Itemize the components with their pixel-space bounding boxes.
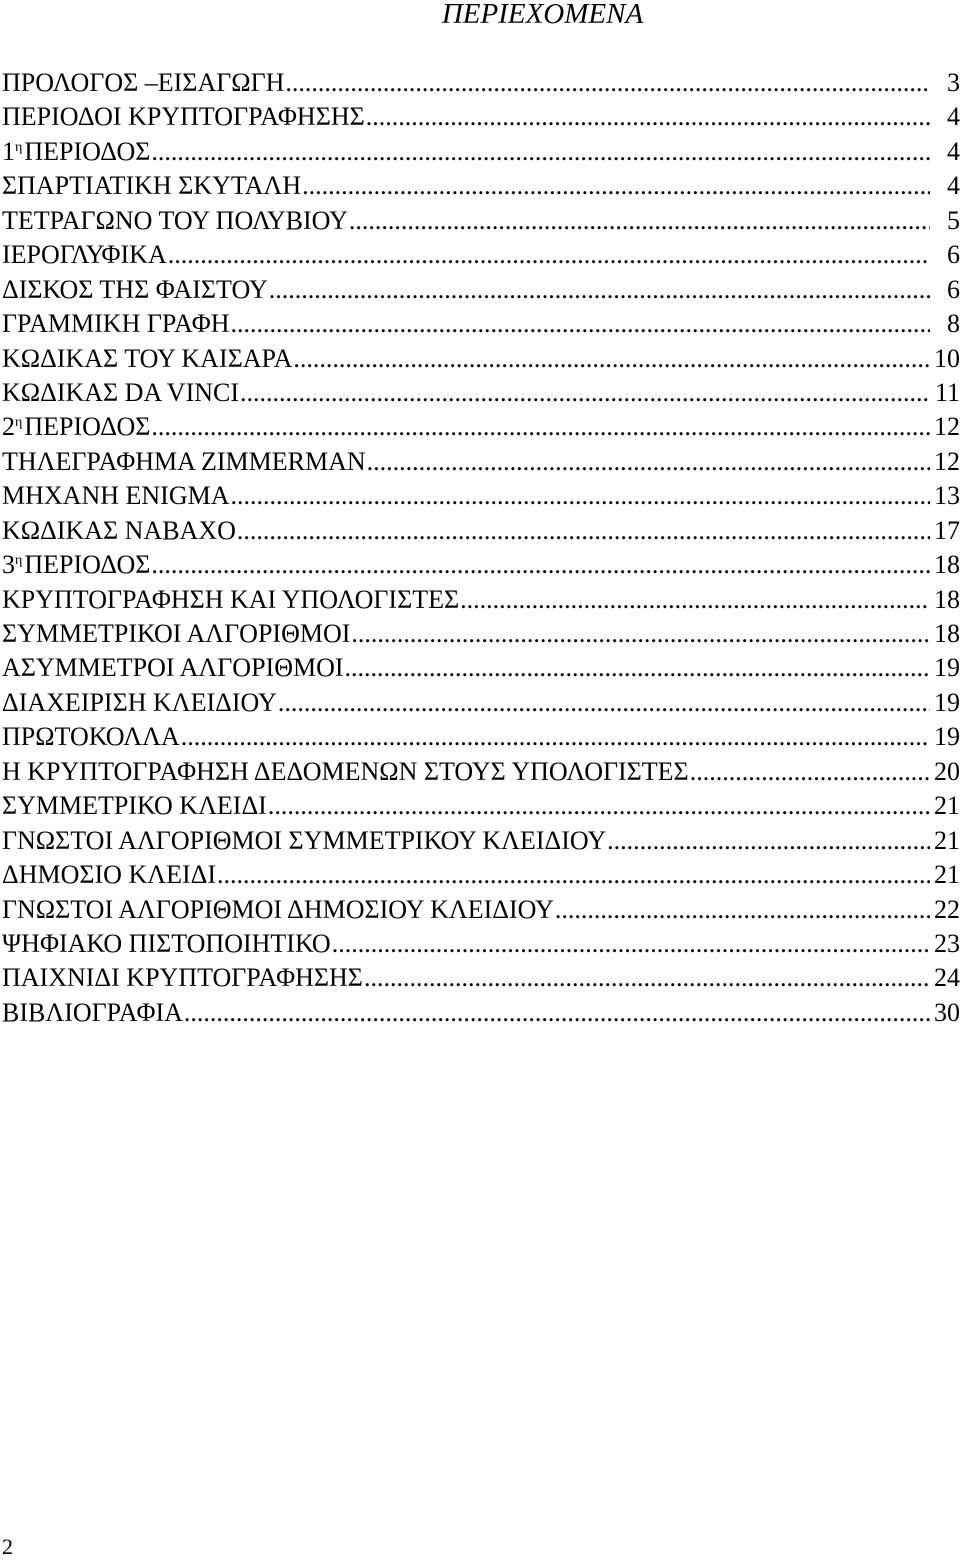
toc-dot-leader — [231, 479, 931, 513]
toc-entry-label — [2, 66, 284, 100]
toc-entry-page-number: 18 — [934, 619, 960, 648]
toc-entry-page-number: 17 — [934, 515, 960, 545]
toc-entry-label — [2, 755, 689, 789]
toc-entry-page-number: 13 — [934, 481, 960, 511]
toc-entry-text: ΣΠΑΡΤΙΑΤΙΚΗ ΣΚΥΤΑΛΗ — [2, 171, 302, 201]
toc-entry-page-number: 23 — [934, 928, 960, 958]
toc-entry-text: ΠΕΡΙΟΔΟΣ — [24, 412, 151, 442]
toc-dot-leader — [366, 100, 930, 134]
toc-entry-text: ΙΕΡΟΓΛΥΦΙΚΑ — [2, 240, 167, 270]
toc-entry[interactable] — [2, 410, 960, 444]
toc-dot-leader — [230, 307, 930, 341]
toc-entry[interactable] — [2, 376, 960, 410]
toc-entry-page-number: 3 — [947, 68, 960, 97]
toc-entry-text: ΨΗΦΙΑΚΟ ΠΙΣΤΟΠΟΙΗΤΙΚΟ — [2, 928, 331, 958]
toc-dot-leader — [332, 927, 930, 961]
toc-dot-leader — [345, 651, 930, 685]
toc-dot-leader — [460, 583, 930, 617]
toc-entry-label — [2, 927, 331, 961]
toc-entry-page-number: 20 — [934, 756, 960, 786]
toc-entry-label — [2, 514, 236, 548]
toc-dot-leader — [151, 135, 930, 169]
toc-entry[interactable] — [2, 342, 960, 376]
toc-entry-text: ΔΗΜΟΣΙΟ ΚΛΕΙΔΙ — [2, 860, 217, 890]
toc-entry-text: ΤΕΤΡΑΓΩΝΟ ΤΟΥ ΠΟΛΥΒΙΟΥ — [2, 205, 348, 235]
toc-dot-leader — [285, 66, 930, 100]
toc-dot-leader — [351, 617, 930, 651]
toc-dot-leader — [240, 376, 930, 410]
toc-entry-label — [2, 583, 459, 617]
toc-entry[interactable] — [2, 927, 960, 961]
toc-dot-leader — [278, 686, 930, 720]
toc-entry-text: ΤΗΛΕΓΡΑΦΗΜΑ ZIMMERMAN — [2, 446, 366, 476]
toc-entry[interactable] — [2, 583, 960, 617]
toc-entry-page-number: 19 — [934, 653, 960, 683]
toc-entry-label — [2, 789, 267, 823]
toc-entry-label — [2, 135, 150, 169]
toc-dot-leader — [555, 893, 930, 927]
toc-entry[interactable] — [2, 651, 960, 685]
toc-dot-leader — [607, 824, 930, 858]
toc-dot-leader — [349, 204, 930, 238]
toc-entry-label — [2, 410, 150, 444]
toc-dot-leader — [364, 961, 930, 995]
toc-entry-text: ΠΕΡΙΟΔΟΙ ΚΡΥΠΤΟΓΡΑΦΗΣΗΣ — [2, 102, 365, 132]
toc-entry[interactable] — [2, 858, 960, 892]
toc-entry-label — [2, 479, 230, 513]
toc-dot-leader — [217, 858, 930, 892]
toc-entry-text: ΓΡΑΜΜΙΚΗ ΓΡΑΦΗ — [2, 309, 230, 339]
toc-dot-leader — [151, 410, 930, 444]
toc-entry-label — [2, 169, 301, 203]
toc-entry-page-number: 21 — [934, 791, 960, 821]
toc-entry-text: ΜΗΧΑΝΗ ENIGMA — [2, 481, 230, 511]
toc-entry-label — [2, 617, 350, 651]
toc-entry[interactable] — [2, 135, 960, 169]
toc-entry-ordinal-suffix: η — [15, 415, 23, 431]
toc-entry-text: ΚΩΔΙΚΑΣ DA VINCI — [2, 377, 240, 407]
toc-entry-text: ΓΝΩΣΤΟΙ ΑΛΓΟΡΙΘΜΟΙ ΣΥΜΜΕΤΡΙΚΟΥ ΚΛΕΙΔΙΟΥ — [2, 825, 607, 855]
page-number: 2 — [2, 1534, 13, 1559]
toc-entry-page-number: 21 — [934, 825, 960, 855]
toc-entry-label — [2, 720, 180, 754]
toc-entry-ordinal-number: 3 — [2, 550, 15, 580]
page-title: ΠΕΡΙΕΧΟΜΕΝΑ — [441, 0, 644, 30]
toc-entry[interactable] — [2, 514, 960, 548]
toc-entry-text: ΔΙΣΚΟΣ ΤΗΣ ΦΑΙΣΤΟΥ — [2, 274, 268, 304]
toc-entry-label — [2, 376, 239, 410]
toc-dot-leader — [293, 342, 930, 376]
toc-dot-leader — [268, 789, 930, 823]
toc-entry-label — [2, 342, 292, 376]
toc-entry-page-number: 6 — [947, 274, 960, 304]
toc-entry-text: ΓΝΩΣΤΟΙ ΑΛΓΟΡΙΘΜΟΙ ΔΗΜΟΣΙΟΥ ΚΛΕΙΔΙΟΥ — [2, 894, 554, 924]
toc-entry[interactable] — [2, 824, 960, 858]
toc-entry-page-number: 8 — [947, 309, 960, 339]
toc-entry-text: ΠΡΟΛΟΓΟΣ –ΕΙΣΑΓΩΓΗ — [2, 68, 285, 97]
toc-entry[interactable] — [2, 617, 960, 651]
toc-entry-label — [2, 100, 365, 134]
toc-entry[interactable] — [2, 66, 960, 100]
toc-entry-page-number: 4 — [947, 171, 960, 201]
toc-entry-page-number: 19 — [934, 722, 960, 752]
toc-entry-label — [2, 307, 229, 341]
toc-entry-page-number: 6 — [947, 240, 960, 270]
toc-entry[interactable] — [2, 961, 960, 995]
toc-entry[interactable] — [2, 204, 960, 238]
toc-entry-ordinal-suffix: η — [15, 553, 23, 569]
toc-entry-page-number: 4 — [947, 102, 960, 132]
toc-entry-page-number: 18 — [934, 584, 960, 614]
toc-dot-leader — [151, 548, 930, 582]
toc-entry[interactable] — [2, 755, 960, 789]
toc-entry-label — [2, 686, 277, 720]
toc-entry-text: ΚΩΔΙΚΑΣ ΝΑΒΑΧΟ — [2, 515, 236, 545]
toc-entry[interactable] — [2, 548, 960, 582]
toc-dot-leader — [367, 445, 930, 479]
toc-entry-page-number: 19 — [934, 687, 960, 717]
toc-entry-label — [2, 445, 366, 479]
toc-dot-leader — [181, 720, 930, 754]
toc-entry-page-number: 30 — [934, 997, 960, 1027]
toc-entry-label — [2, 824, 606, 858]
toc-dot-leader — [690, 755, 930, 789]
toc-entry-label — [2, 858, 216, 892]
toc-entry-text: ΣΥΜΜΕΤΡΙΚΟΙ ΑΛΓΟΡΙΘΜΟΙ — [2, 619, 351, 648]
toc-entry-text: ΠΡΩΤΟΚΟΛΛΑ — [2, 722, 180, 752]
toc-entry-text: ΣΥΜΜΕΤΡΙΚΟ ΚΛΕΙΔΙ — [2, 791, 267, 821]
toc-entry[interactable] — [2, 100, 960, 134]
toc-entry-page-number: 21 — [934, 860, 960, 890]
toc-entry-text: ΑΣΥΜΜΕΤΡΟΙ ΑΛΓΟΡΙΘΜΟΙ — [2, 653, 344, 683]
toc-entry[interactable] — [2, 445, 960, 479]
toc-entry-label — [2, 548, 150, 582]
toc-entry-page-number: 12 — [934, 412, 960, 442]
toc-entry-label — [2, 651, 344, 685]
toc-entry-label — [2, 204, 348, 238]
toc-entry[interactable] — [2, 686, 960, 720]
toc-entry-page-number: 24 — [934, 963, 960, 993]
toc-entry-page-number: 12 — [934, 446, 960, 476]
toc-entry-page-number: 4 — [947, 136, 960, 166]
toc-entry[interactable] — [2, 479, 960, 513]
toc-entry-text: ΠΕΡΙΟΔΟΣ — [24, 550, 151, 580]
toc-entry-text: ΔΙΑΧΕΙΡΙΣΗ ΚΛΕΙΔΙΟΥ — [2, 687, 277, 717]
toc-entry[interactable] — [2, 720, 960, 754]
toc-dot-leader — [269, 273, 930, 307]
toc-entry[interactable] — [2, 238, 960, 272]
toc-entry-label — [2, 961, 363, 995]
toc-entry-text: ΒΙΒΛΙΟΓΡΑΦΙΑ — [2, 997, 183, 1027]
toc-entry-page-number: 5 — [947, 205, 960, 235]
toc-entry-label — [2, 273, 268, 307]
toc-entry-label — [2, 893, 554, 927]
toc-entry-ordinal-number: 1 — [2, 136, 15, 166]
toc-entry-text: ΠΕΡΙΟΔΟΣ — [24, 136, 151, 166]
toc-entry-text: ΠΑΙΧΝΙΔΙ ΚΡΥΠΤΟΓΡΑΦΗΣΗΣ — [2, 963, 363, 993]
toc-entry[interactable] — [2, 789, 960, 823]
toc-dot-leader — [302, 169, 930, 203]
toc-entry-page-number: 10 — [934, 343, 960, 373]
toc-entry-text: Η ΚΡΥΠΤΟΓΡΑΦΗΣΗ ΔΕΔΟΜΕΝΩΝ ΣΤΟΥΣ ΥΠΟΛΟΓΙΣΤΕΣ — [2, 756, 689, 786]
toc-entry[interactable] — [2, 169, 960, 203]
toc-entry-label — [2, 996, 183, 1030]
toc-entry-ordinal-number: 2 — [2, 412, 15, 442]
toc-entry-page-number: 22 — [934, 894, 960, 924]
toc-entry-page-number: 11 — [934, 377, 960, 407]
toc-entry-ordinal-suffix: η — [15, 139, 23, 155]
toc-entry-page-number: 18 — [934, 550, 960, 580]
toc-entry[interactable] — [2, 996, 960, 1030]
toc-entry[interactable] — [2, 893, 960, 927]
toc-entry-label — [2, 238, 167, 272]
toc-dot-leader — [168, 238, 930, 272]
toc-entry-text: ΚΩΔΙΚΑΣ ΤΟΥ ΚΑΙΣΑΡΑ — [2, 343, 293, 373]
toc-entry[interactable] — [2, 307, 960, 341]
toc-dot-leader — [184, 996, 930, 1030]
table-of-contents — [2, 66, 960, 1030]
toc-entry[interactable] — [2, 273, 960, 307]
toc-dot-leader — [237, 514, 930, 548]
toc-entry-text: ΚΡΥΠΤΟΓΡΑΦΗΣΗ ΚΑΙ ΥΠΟΛΟΓΙΣΤΕΣ — [2, 584, 460, 614]
